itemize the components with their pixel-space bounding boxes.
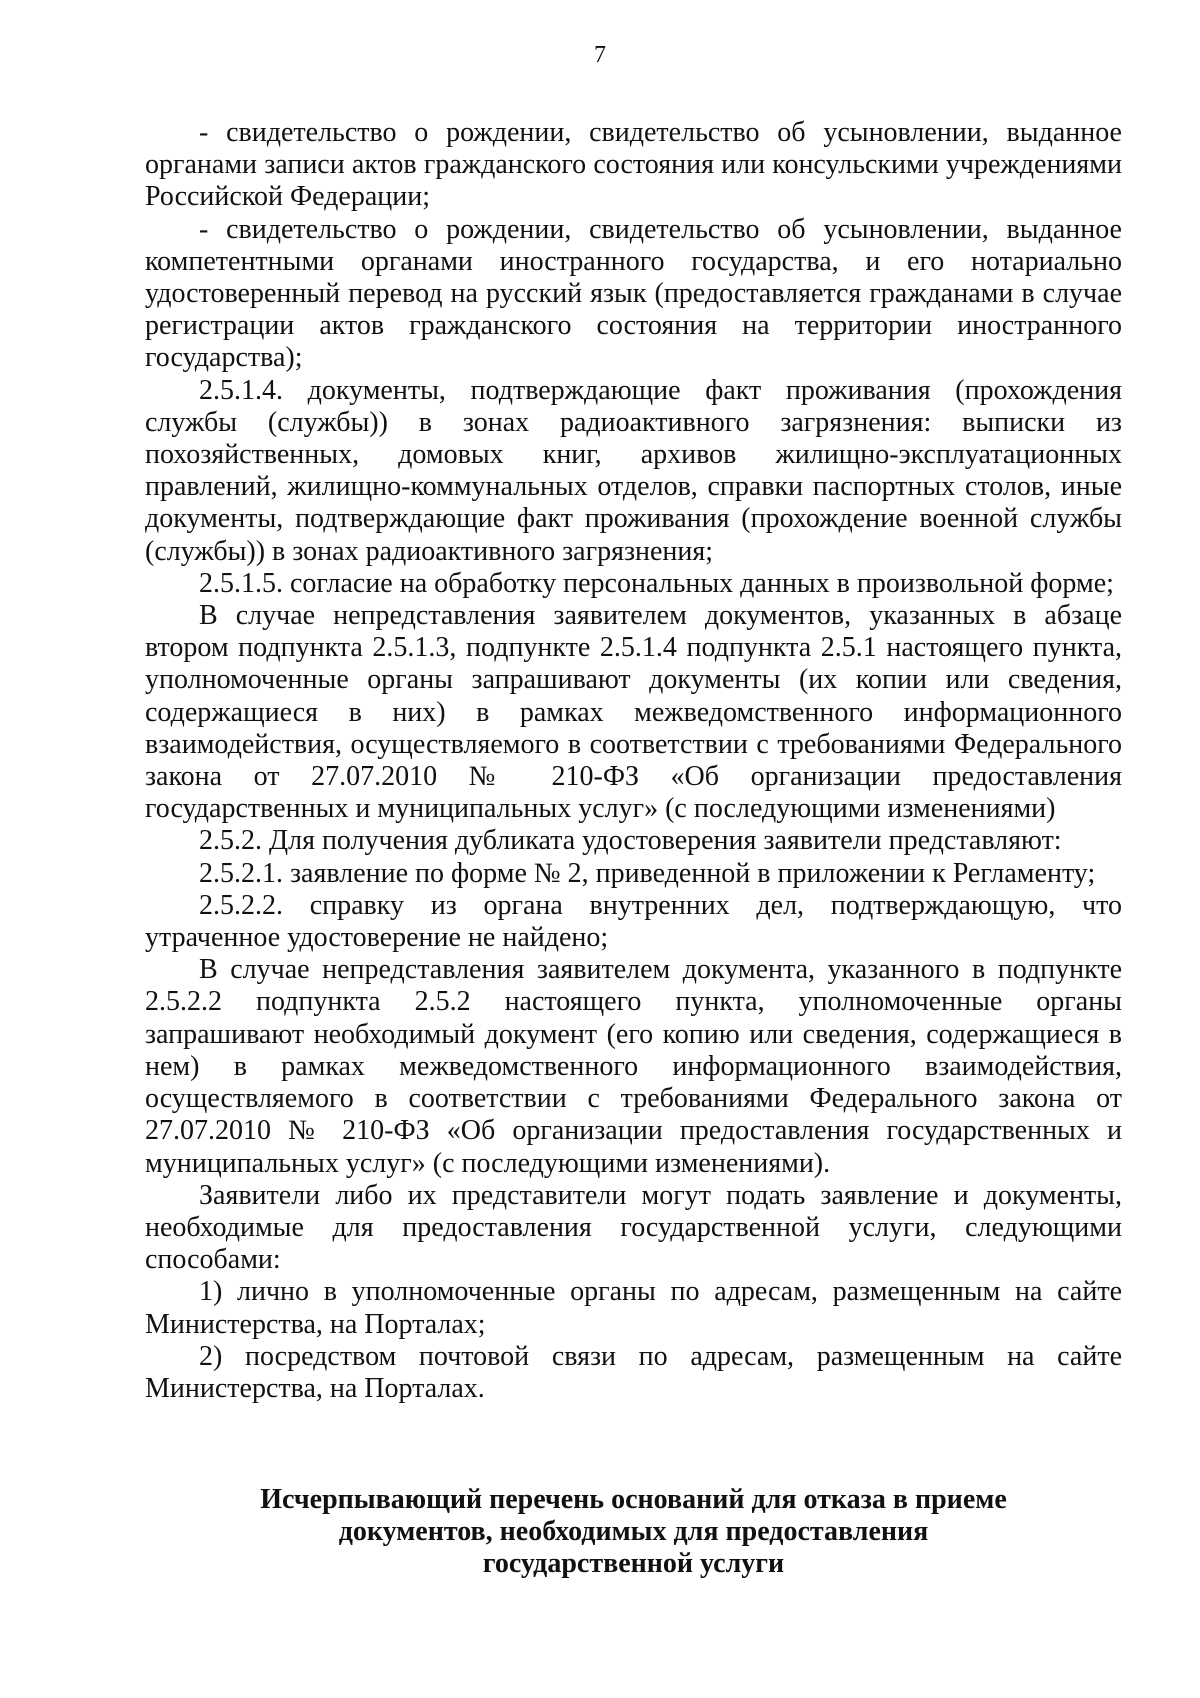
paragraph: 2.5.2.2. справку из органа внутренних дел, подтверждающую, что утраченное удостоверение не найдено; <box>145 889 1122 954</box>
paragraph: 2.5.2. Для получения дубликата удостоверения заявители представляют: <box>199 825 1062 857</box>
document-body <box>145 117 1122 1405</box>
paragraph: Заявители либо их представители могут подать заявление и документы, необходимые для предоставления государственной услуги, следующими способами: <box>145 1179 1122 1276</box>
paragraph: 2) посредством почтовой связи по адресам, размещенным на сайте Министерства, на Порталах. <box>145 1340 1122 1404</box>
paragraph: 2.5.2.1. заявление по форме № 2, приведенной в приложении к Регламенту; <box>199 857 1096 889</box>
heading-line: государственной услуги <box>482 1548 785 1579</box>
paragraph: 2.5.1.5. согласие на обработку персональных данных в произвольной форме; <box>199 567 1114 599</box>
section-heading <box>145 1484 1122 1580</box>
paragraph: 2.5.1.4. документы, подтверждающие факт проживания (прохождения службы (службы)) в зонах радиоактивного загрязнения: выписки из похозяйственных, домовых книг, архивов жилищно-эксплуатационных правлений, жилищно-коммунальных отделов, справки паспортных столов, иные документы, подтверждающие факт проживания (прохождение военной службы (службы)) в зонах радиоактивного загрязнения; <box>145 374 1122 567</box>
paragraph: - свидетельство о рождении, свидетельство об усыновлении, выданное компетентными органами иностранного государства, и его нотариально удостоверенный перевод на русский язык (предоставляется гражданами в случае регистрации актов гражданского состояния на территории иностранного государства); <box>145 213 1122 374</box>
paragraph: В случае непредставления заявителем документа, указанного в подпункте 2.5.2.2 подпункта 2.5.2 настоящего пункта, уполномоченные органы запрашивают необходимый документ (его копию или сведения, содержащиеся в нем) в рамках межведомственного информационного взаимодействия, осуществляемого в соответствии с требованиями Федерального закона от 27.07.2010 № 210-ФЗ «Об организации предоставления государственных и муниципальных услуг» (с последующими изменениями). <box>145 954 1122 1179</box>
heading-line: документов, необходимых для предоставления <box>338 1516 929 1547</box>
paragraph: - свидетельство о рождении, свидетельство об усыновлении, выданное органами записи актов гражданского состояния или консульскими учреждениями Российской Федерации; <box>145 117 1122 213</box>
paragraph: 1) лично в уполномоченные органы по адресам, размещенным на сайте Министерства, на Порталах; <box>145 1276 1122 1340</box>
page-number: 7 <box>594 42 606 68</box>
heading-line: Исчерпывающий перечень оснований для отказа в приеме <box>260 1484 1007 1515</box>
paragraph: В случае непредставления заявителем документов, указанных в абзаце втором подпункта 2.5.1.3, подпункте 2.5.1.4 подпункта 2.5.1 настоящего пункта, уполномоченные органы запрашивают документы (их копии или сведения, содержащиеся в них) в рамках межведомственного информационного взаимодействия, осуществляемого в соответствии с требованиями Федерального закона от 27.07.2010 № 210-ФЗ «Об организации предоставления государственных и муниципальных услуг» (с последующими изменениями) <box>145 600 1122 825</box>
